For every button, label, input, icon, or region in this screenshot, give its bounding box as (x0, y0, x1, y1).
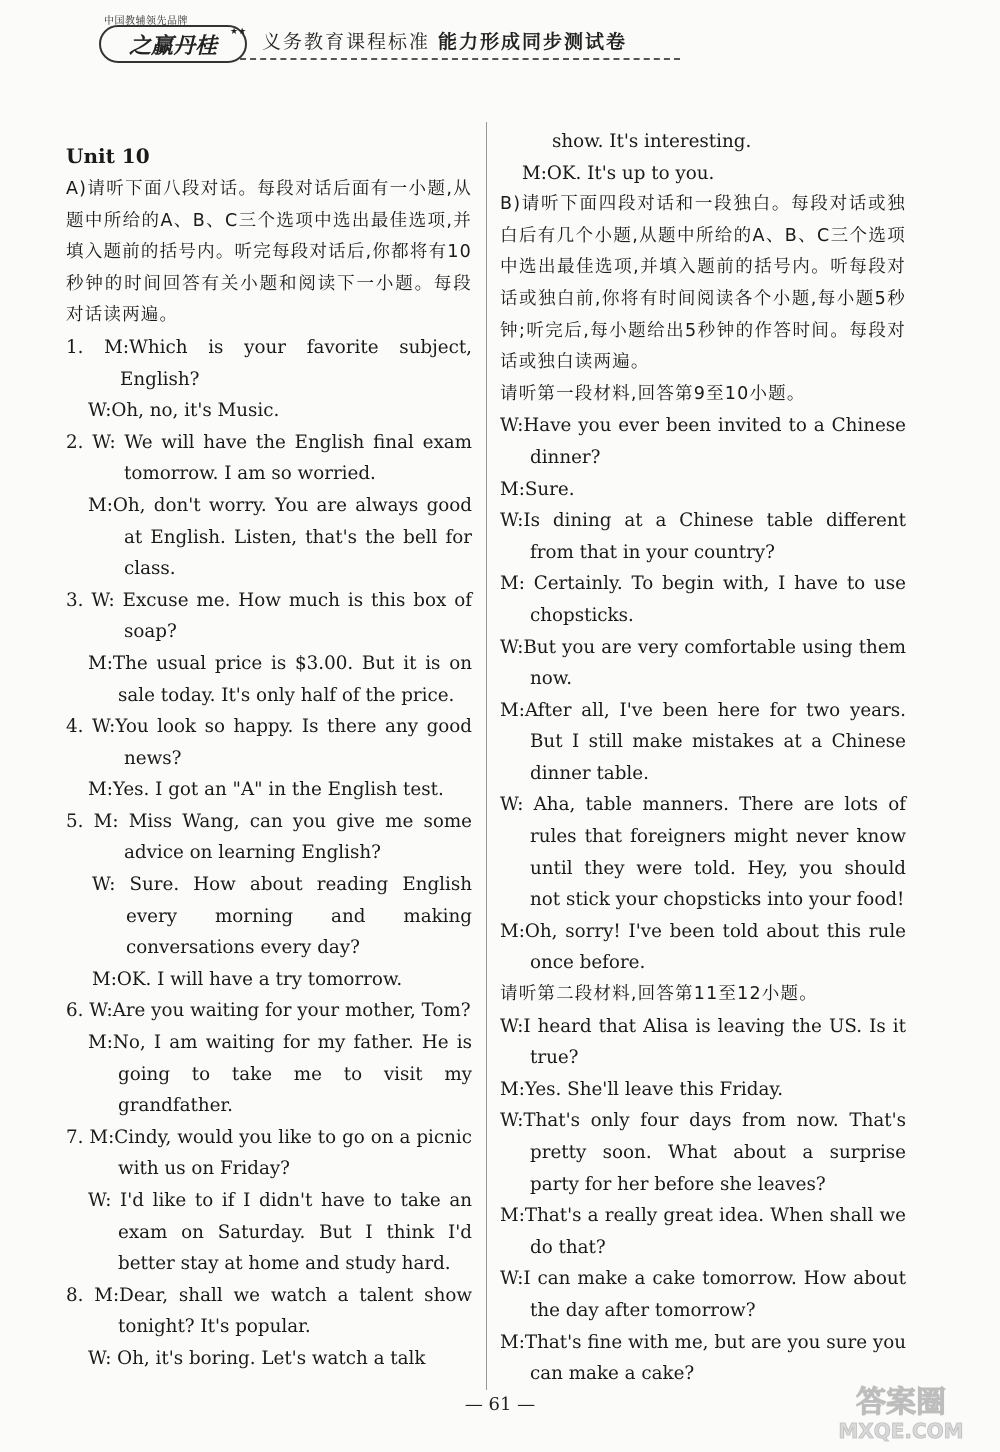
dialogue-6-w: 6. W:Are you waiting for your mother, Tom? (66, 1000, 471, 1022)
right-column (500, 126, 906, 1390)
material-1-heading: 请听第一段材料,回答第9至10小题。 (500, 383, 806, 404)
material-2-line-5: W:I can make a cake tomorrow. How about the day after tomorrow? (500, 1268, 906, 1321)
unit-title: Unit 10 (66, 144, 150, 168)
watermark-logo (816, 1380, 986, 1444)
material-1-line-5: W:But you are very comfortable using them now. (500, 636, 906, 690)
dialogue-8-m2: M:OK. It's up to you. (522, 162, 715, 184)
material-1-line-2: M:Sure. (500, 478, 575, 500)
svg-text:答案圈: 答案圈 (856, 1385, 946, 1420)
material-2-line-1: W:I heard that Alisa is leaving the US. Is it true? (500, 1015, 906, 1069)
dialogue-2-w: 2. W: We will have the English final exam tomorrow. I am so worried. (66, 431, 472, 485)
series-title: 义务教育课程标准 能力形成同步测试卷 (262, 31, 628, 53)
dialogue-3-m: M:The usual price is $3.00. But it is on sale today. It's only half of the price. (88, 652, 472, 706)
material-1-line-7: W: Aha, table manners. There are lots of rules that foreigners might never know until they were told. Hey, you should not stick your chopsticks into your food! (500, 794, 906, 911)
svg-text:MXQE.COM: MXQE.COM (838, 1419, 964, 1443)
header-rule (240, 58, 680, 60)
material-1-line-4: M: Certainly. To begin with, I have to use chopsticks. (500, 573, 906, 626)
brand-logo (98, 22, 248, 66)
material-1-line-3: W:Is dining at a Chinese table different from that in your country? (500, 510, 906, 563)
dialogue-8-m: 8. M:Dear, shall we watch a talent show tonight? It's popular. (66, 1284, 472, 1338)
dialogue-5-m: 5. M: Miss Wang, can you give me some advice on learning English? (66, 810, 472, 864)
dialogue-1-w: W:Oh, no, it's Music. (88, 400, 280, 422)
material-1-line-8: M:Oh, sorry! I've been told about this rule once before. (500, 920, 906, 974)
dialogue-4-w: 4. W:You look so happy. Is there any good news? (66, 716, 472, 769)
section-b-instructions: B)请听下面四段对话和一段独白。每段对话或独白后有几个小题,从题中所给的A、B、C三个选项中选出最佳选项,并填入题前的括号内。听每段对话或独白前,你将有时间阅读各个小题,每小题5秒钟;听完后,每小题给出5秒钟的作答时间。每段对话或独白读两遍。 (500, 194, 906, 373)
dialogue-4-m: M:Yes. I got an "A" in the English test. (88, 779, 444, 801)
dialogue-5-w: W: Sure. How about reading English every morning and making conversations every day? (92, 874, 472, 959)
material-2-line-4: M:That's a really great idea. When shall we do that? (500, 1205, 906, 1258)
page-header (0, 0, 1000, 80)
material-2-line-2: M:Yes. She'll leave this Friday. (500, 1078, 784, 1100)
material-2-heading: 请听第二段材料,回答第11至12小题。 (500, 984, 818, 1005)
dialogue-6-m: M:No, I am waiting for my father. He is going to take me to visit my grandfather. (88, 1032, 472, 1117)
material-2-line-3: W:That's only four days from now. That's pretty soon. What about a surprise party for her before she leaves? (500, 1110, 906, 1195)
left-column (66, 126, 472, 1375)
material-1-line-6: M:After all, I've been here for two years. But I still make mistakes at a Chinese dinner table. (500, 699, 906, 784)
section-a-instructions: A)请听下面八段对话。每段对话后面有一小题,从题中所给的A、B、C三个选项中选出最佳选项,并填入题前的括号内。听完每段对话后,你都将有10秒钟的时间回答有关小题和阅读下一小题。每段对话读两遍。 (66, 179, 472, 326)
svg-text:之赢丹桂: 之赢丹桂 (128, 34, 218, 59)
dialogue-1-m: 1. M:Which is your favorite subject, English? (66, 336, 472, 390)
material-1-line-1: W:Have you ever been invited to a Chinese dinner? (500, 415, 906, 468)
dialogue-8-continued: show. It's interesting. (552, 131, 752, 152)
dialogue-2-m: M:Oh, don't worry. You are always good at English. Listen, that's the bell for class. (88, 494, 472, 580)
dialogue-5-m2: M:OK. I will have a try tomorrow. (92, 968, 403, 990)
dialogue-8-w: W: Oh, it's boring. Let's watch a talk (88, 1347, 426, 1369)
dialogue-7-m: 7. M:Cindy, would you like to go on a picnic with us on Friday? (66, 1126, 472, 1180)
material-2-line-6: M:That's fine with me, but are you sure you can make a cake? (500, 1331, 906, 1385)
column-divider (486, 122, 487, 1390)
svg-text:★★: ★★ (230, 27, 247, 37)
dialogue-7-w: W: I'd like to if I didn't have to take an exam on Saturday. But I think I'd better stay at home and study hard. (88, 1190, 472, 1275)
page-number: — 61 — (464, 1394, 536, 1415)
brand-tagline: 中国教辅领先品牌 (104, 16, 188, 27)
dialogue-3-w: 3. W: Excuse me. How much is this box of soap? (66, 589, 472, 643)
